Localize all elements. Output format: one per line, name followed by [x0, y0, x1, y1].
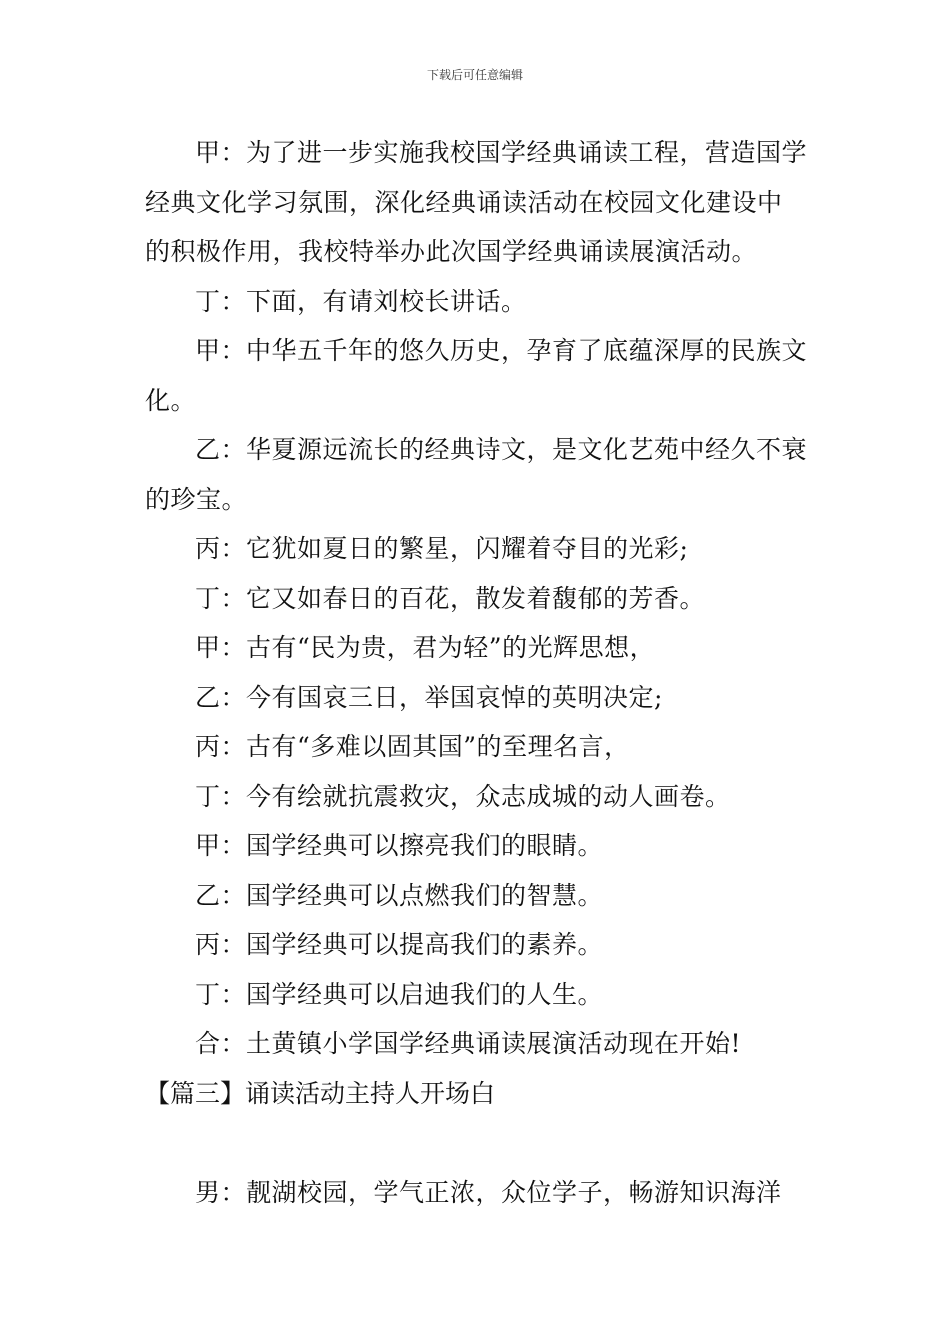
paragraph-bing-stars: 丙：它犹如夏日的繁星，闪耀着夺目的光彩;: [195, 534, 689, 563]
section-title: 【篇三】诵读活动主持人开场白: [145, 1078, 496, 1108]
paragraph-bing-saying: 丙：古有“多难以固其国”的至理名言，: [195, 732, 630, 761]
page-header: 下载后可任意编辑: [426, 68, 523, 82]
paragraph-ding-relief: 丁：今有绘就抗震救灾，众志成城的动人画卷。: [195, 781, 731, 811]
paragraph-jia-intro: 甲：为了进一步实施我校国学经典诵读工程，营造国学经典文化学习氛围，深化经典诵读活动在校园文化建设中的积极作用，我校特举办此次国学经典诵读展演活动。: [145, 138, 808, 266]
paragraph-ding-flowers: 丁：它又如春日的百花，散发着馥郁的芳香。: [195, 583, 706, 613]
paragraph-yi-classics: 乙：华夏源远流长的经典诗文，是文化艺苑中经久不衰的珍宝。: [145, 435, 808, 514]
paragraph-ding-life: 丁：国学经典可以启迪我们的人生。: [195, 979, 604, 1009]
paragraph-jia-eyes: 甲：国学经典可以擦亮我们的眼睛。: [195, 831, 604, 860]
blank-line: [145, 1118, 807, 1168]
paragraph-he-start: 合：土黄镇小学国学经典诵读展演活动现在开始!: [195, 1029, 742, 1058]
paragraph-bing-quality: 丙：国学经典可以提高我们的素养。: [195, 930, 604, 959]
paragraph-yi-mourning: 乙：今有国哀三日，举国哀悼的英明决定;: [195, 682, 663, 712]
paragraph-ding-principal: 丁：下面，有请刘校长讲话。: [195, 286, 527, 316]
paragraph-jia-history: 甲：中华五千年的悠久历史，孕育了底蕴深厚的民族文化。: [145, 336, 808, 415]
paragraph-male-opening: 男：靓湖校园，学气正浓，众位学子，畅游知识海洋: [195, 1177, 782, 1207]
document-body: [145, 128, 807, 1217]
paragraph-jia-thought: 甲：古有“民为贵，君为轻”的光辉思想，: [195, 633, 656, 662]
paragraph-yi-wisdom: 乙：国学经典可以点燃我们的智慧。: [195, 880, 604, 910]
